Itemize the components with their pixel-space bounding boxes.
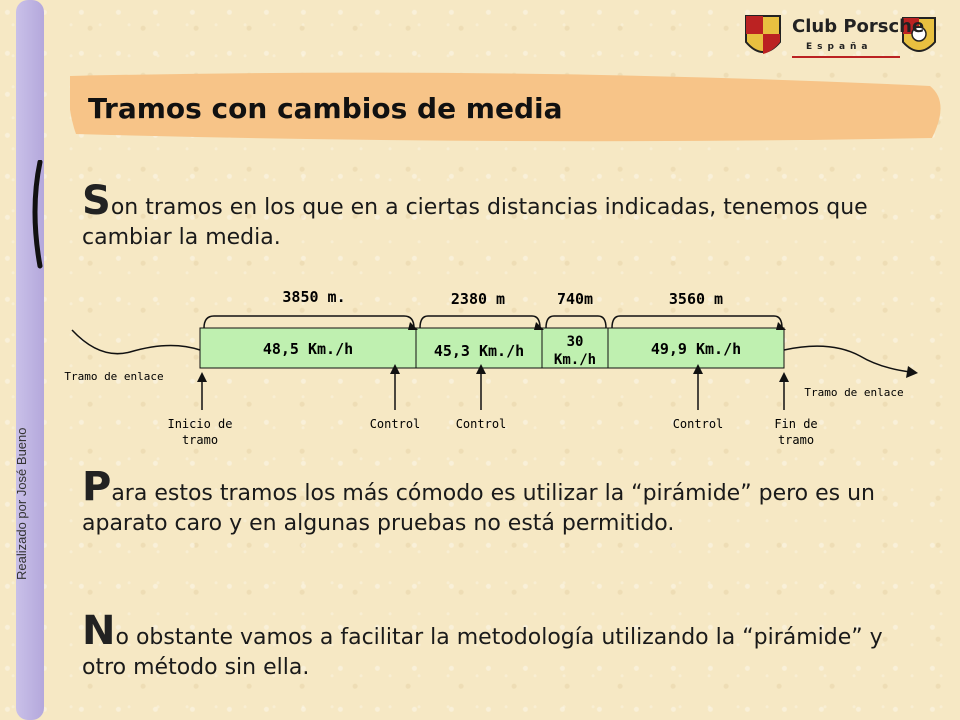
marker-label: Fin de [774, 417, 818, 431]
method-paragraph [82, 608, 902, 683]
marker-label: Inicio de [167, 417, 233, 431]
intro-initial: S [82, 178, 111, 224]
marker-label: tramo [181, 433, 219, 447]
speed-label-line2: Km./h [553, 352, 597, 368]
pyramid-initial: P [82, 464, 112, 510]
left-link-label: Tramo de enlace [64, 370, 164, 383]
marker-label: Control [455, 417, 507, 431]
distance-label: 3560 m [668, 290, 724, 308]
marker-label: Control [369, 417, 421, 431]
route-curve-left [72, 330, 200, 354]
speed-label: 48,5 Km./h [262, 340, 354, 358]
author-credit: Realizado por José Bueno [14, 427, 29, 580]
distance-label: 3850 m. [282, 288, 346, 306]
distance-label: 740m [556, 290, 594, 308]
pyramid-paragraph [82, 464, 902, 539]
distance-label: 2380 m [450, 290, 506, 308]
right-link-label: Tramo de enlace [804, 386, 904, 399]
intro-text: on tramos en los que en a ciertas distancias indicadas, tenemos que cambiar la media. [82, 195, 868, 250]
pyramid-text: ara estos tramos los más cómodo es utilizar la “pirámide” pero es un aparato caro y en algunas pruebas no está permitido. [82, 481, 876, 536]
method-text: o obstante vamos a facilitar la metodología utilizando la “pirámide” y otro método sin ella. [82, 625, 883, 680]
method-initial: N [82, 608, 116, 654]
speed-label: 49,9 Km./h [650, 340, 742, 358]
logo-title: Club Porsche [792, 16, 925, 37]
speed-label: 45,3 Km./h [433, 342, 525, 360]
marker-label: tramo [777, 433, 815, 447]
marker-label: Control [672, 417, 724, 431]
logo-subtitle: España [806, 42, 873, 52]
speed-label-line1: 30 [566, 334, 584, 350]
route-curve-right [784, 346, 910, 372]
page-title: Tramos con cambios de media [88, 92, 563, 125]
